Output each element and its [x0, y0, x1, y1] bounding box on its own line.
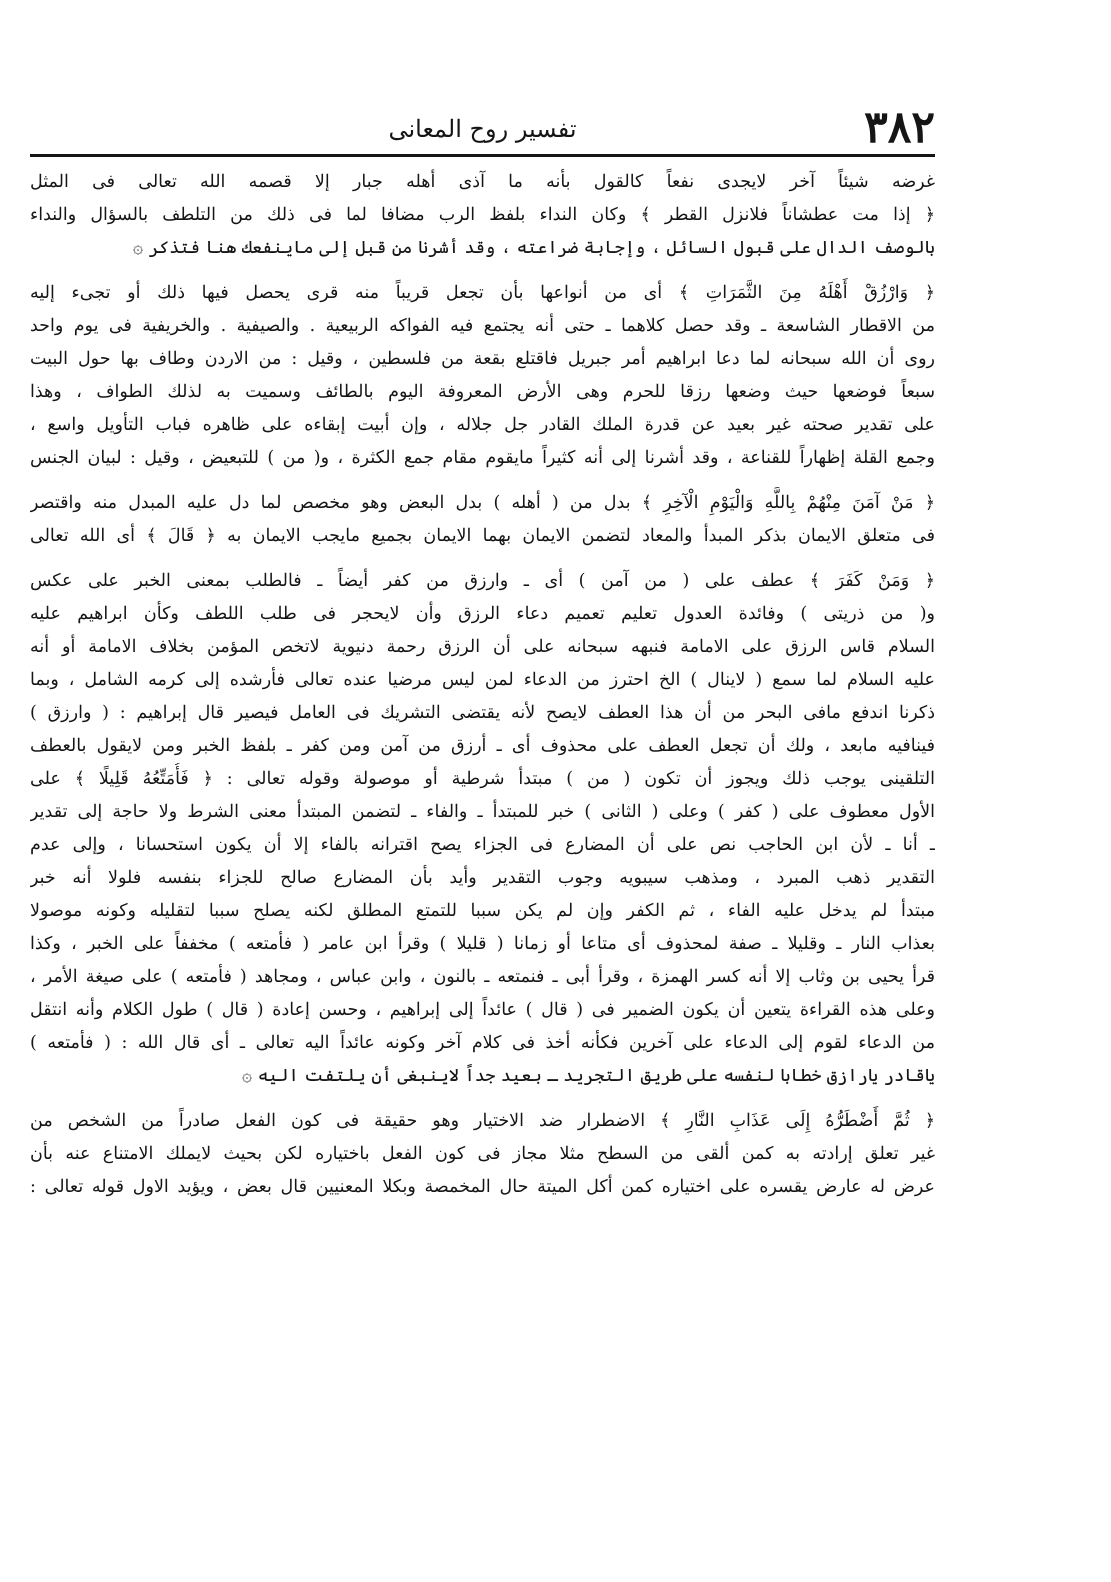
text-line: التلقينى يوجب ذلك ويجوز أن تكون ( من ) مبتدأ شرطية أو موصولة وقوله تعالى : ﴿ فَأُمَتِّعُهُ قَلِيلًا ﴾ على — [30, 769, 935, 789]
page-header — [30, 78, 935, 158]
text-line: الأول معطوف على ( كفر ) وعلى ( الثانى ) خبر للمبتدأ ـ والفاء ـ لتضمن المبتدأ معنى الشرط ولا حاجة إلى تقدير — [30, 802, 935, 822]
text-line: ﴿ مَنْ آمَنَ مِنْهُمْ بِاللَّهِ وَالْيَوْمِ الْآخِرِ ﴾ بدل من ( أهله ) بدل البعض وهو مخصص لما دل عليه المبدل منه واقتصر — [30, 493, 935, 513]
text-line: و( من ذريتى ) وفائدة العدول تعليم تعميم دعاء الرزق وأن لايحجر فى طلب اللطف وكأن ابراهيم عليه — [30, 604, 935, 624]
paragraph-gap — [30, 265, 935, 277]
paragraph-gap — [30, 475, 935, 487]
page-number: ٣٨٢ — [864, 102, 935, 153]
text-line: ﴿ وَمَنْ كَفَرَ ﴾ عطف على ( من آمن ) أى ـ وارزق من كفر أيضاً ـ فالطلب بمعنى الخبر على عكس — [30, 571, 935, 591]
text-line: التقدير ذهب المبرد ، ومذهب سيبويه وجوب التقدير وأيد بأن المضارع صالح للجزاء بنفسه فلولا أنه خبر — [30, 868, 935, 888]
body-text — [30, 166, 935, 1204]
text-line: مبتدأ لم يدخل عليه الفاء ، ثم الكفر وإن لم يكن سببا للتمتع المطلق لكنه يصلح سببا لتقليله وكونه موصولا — [30, 901, 935, 921]
text-line: روى أن الله سبحانه لما دعا ابراهيم أمر جبريل فاقتلع بقعة من فلسطين ، وقيل : من الاردن وطاف بها حول البيت — [30, 349, 935, 369]
header-rule — [30, 154, 935, 157]
text-line: ﴿ وَارْزُقْ أَهْلَهُ مِنَ الثَّمَرَاتِ ﴾ أى من أنواعها بأن تجعل قريباً منه قرى يحصل فيها ذلك أو تجىء إليه — [30, 283, 935, 303]
text-line: ﴿ إذا مت عطشاناً فلانزل القطر ﴾ وكان النداء بلفظ الرب مضافا لما فى ذلك من التلطف بالسؤال والنداء — [30, 205, 935, 225]
text-line: سبعاً فوضعها حيث وضعها رزقا للحرم وهى الأرض المعروفة اليوم بالطائف وسميت به لذلك الطواف ، وهذا — [30, 382, 935, 402]
text-line: ﴿ ثُمَّ أَضْطَرُّهُ إِلَى عَذَابِ النَّارِ ﴾ الاضطرار ضد الاختيار وهو حقيقة فى كون الفعل صادراً من الشخص من — [30, 1111, 935, 1131]
paragraph-gap — [30, 1093, 935, 1105]
text-line: غير تعلق إرادته به كمن ألقى من السطح مثلا مجاز فى كون الفعل باختياره لكن بحيث لايملك الامتناع عنه بأن — [30, 1144, 935, 1164]
text-line: عرض له عارض يقسره على اختياره كمن أكل الميتة حال المخمصة وبكلا المعنيين قال بعض ، ويؤيد الاول قوله تعالى : — [30, 1177, 935, 1197]
page-title: تفسير روح المعانى — [388, 115, 577, 143]
text-line: بالوصف الدال على قبول السائل ، وإجابة ضراعته ، وقد أشرنا من قبل إلى ماينفعك هنا فتذكر ۞ — [132, 238, 935, 258]
document-page — [30, 78, 935, 1508]
text-line: ياقادر يارازق خطابا لنفسه على طريق التجريد ـ بعيد جداً لاينبغى أن يلتفت اليه ۞ — [241, 1066, 935, 1086]
text-line: السلام قاس الرزق على الامامة فنبهه سبحانه على أن الرزق رحمة دنيوية لاتخص المؤمن بخلاف الامامة أو أنه — [30, 637, 935, 657]
text-line: عليه السلام لما سمع ( لاينال ) الخ احترز من الدعاء لمن ليس مرضيا عنده تعالى فأرشده إلى كرمه الشامل ، وبما — [30, 670, 935, 690]
paragraph-gap — [30, 553, 935, 565]
text-line: من الدعاء لقوم إلى الدعاء على آخرين فكأنه أخذ فى كلام آخر وكونه عائداً اليه تعالى ـ أى قال الله : ( فأمتعه ) — [30, 1033, 935, 1053]
text-line: غرضه شيئاً آخر لايجدى نفعاً كالقول بأنه ما آذى أهله جبار إلا قصمه الله تعالى فى المثل — [30, 172, 935, 192]
text-line: فينافيه مابعد ، ولك أن تجعل العطف على محذوف أى ـ أرزق من آمن ومن كفر ـ بلفظ الخبر ومن لايقول بالعطف — [30, 736, 935, 756]
text-line: بعذاب النار ـ وقليلا ـ صفة لمحذوف أى متاعا أو زمانا ( قليلا ) وقرأ ابن عامر ( فأمتعه ) مخففاً على الخبر ، وكذا — [30, 934, 935, 954]
text-line: فى متعلق الايمان بذكر المبدأ والمعاد لتضمن الايمان بهما الايمان بجميع مايجب الايمان به ﴿ قَالَ ﴾ أى الله تعالى — [30, 526, 935, 546]
text-line: قرأ يحيى بن وثاب إلا أنه كسر الهمزة ، وقرأ أبى ـ فنمتعه ـ بالنون ، وابن عباس ، ومجاهد ( فأمتعه ) على صيغة الأمر ، — [30, 967, 935, 987]
text-line: على تقدير صحته غير بعيد عن قدرة الملك القادر جل جلاله ، وإن أبيت إبقاءه على ظاهره فباب التأويل واسع ، — [30, 415, 935, 435]
text-line: من الاقطار الشاسعة ـ وقد حصل كلاهما ـ حتى أنه يجتمع فيه الفواكه الربيعية . والصيفية . والخريفية فى يوم واحد — [30, 316, 935, 336]
text-line: ـ أنا ـ لأن ابن الحاجب نص على أن المضارع فى الجزاء يصح اقترانه بالفاء إلا أن يكون استحسانا ، وإلى عدم — [30, 835, 935, 855]
text-line: وجمع القلة إظهاراً للقناعة ، وقد أشرنا إلى أنه كثيراً مايقوم مقام جمع الكثرة ، و( من ) للتبعيض ، وقيل : لبيان الجنس — [30, 448, 935, 468]
text-line: وعلى هذه القراءة يتعين أن يكون الضمير فى ( قال ) عائداً إلى إبراهيم ، وحسن إعادة ( قال ) طول الكلام وأنه انتقل — [30, 1000, 935, 1020]
text-line: ذكرنا اندفع مافى البحر من أن هذا العطف لايصح لأنه يقتضى التشريك فى العامل فيصير قال إبراهيم : ( وارزق ) — [30, 703, 935, 723]
